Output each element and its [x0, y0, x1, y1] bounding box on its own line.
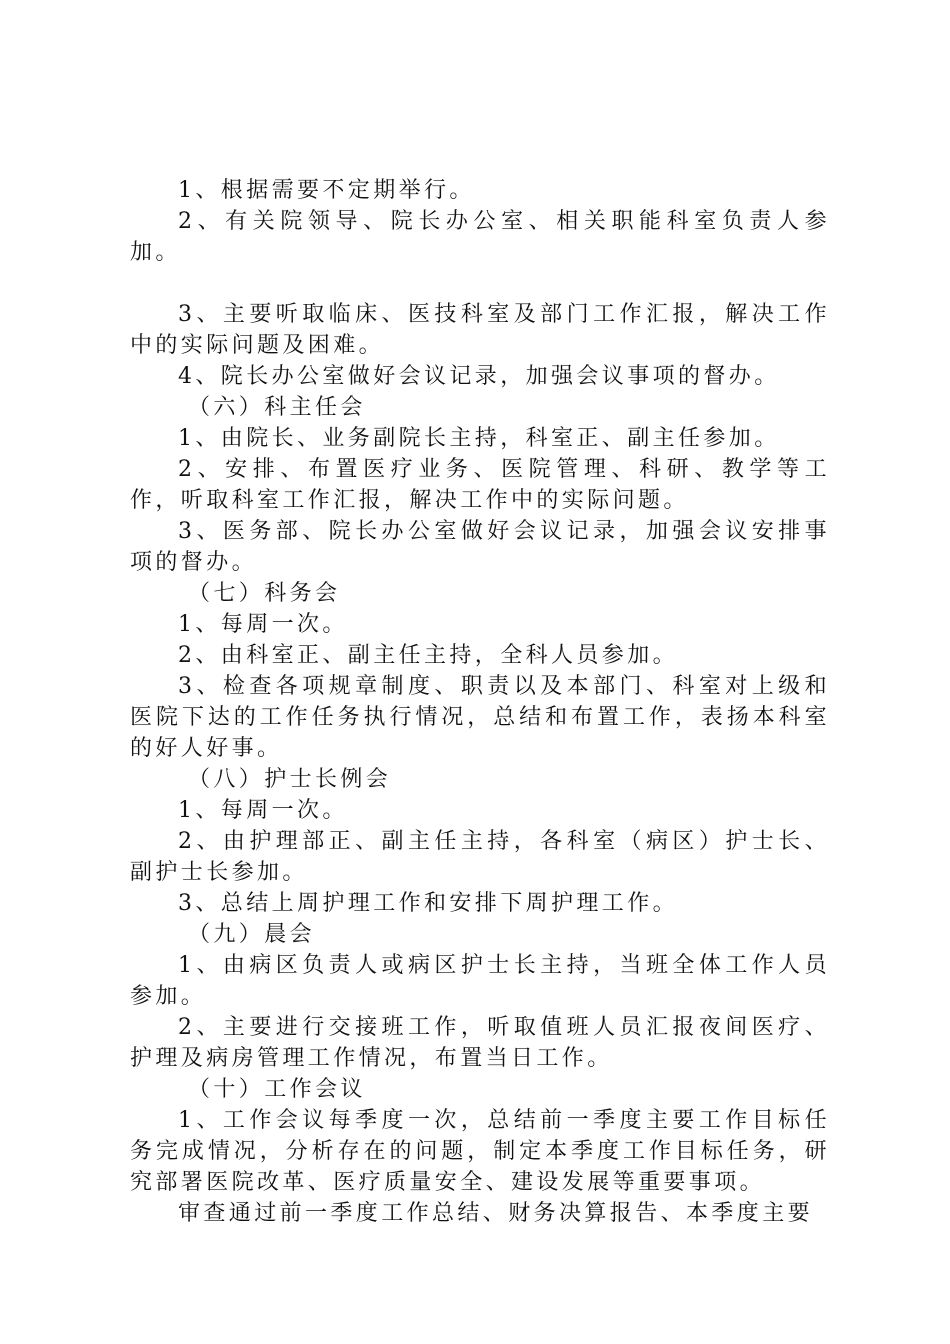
section-heading: （十）工作会议 — [188, 1077, 366, 1102]
paragraph: 2、主要进行交接班工作，听取值班人员汇报夜间医疗、护理及病房管理工作情况，布置当日工作。 — [130, 1015, 830, 1071]
section-heading: （六）科主任会 — [188, 395, 366, 420]
paragraph: 2、有关院领导、院长办公室、相关职能科室负责人参加。 — [130, 209, 830, 265]
paragraph: 1、由院长、业务副院长主持，科室正、副主任参加。 — [178, 426, 780, 451]
paragraph: 3、总结上周护理工作和安排下周护理工作。 — [178, 891, 678, 916]
paragraph: 审查通过前一季度工作总结、财务决算报告、本季度主要 — [178, 1201, 814, 1226]
section-heading: （九）晨会 — [188, 922, 316, 947]
paragraph: 4、院长办公室做好会议记录，加强会议事项的督办。 — [178, 364, 780, 389]
document-body — [130, 175, 830, 1229]
paragraph: 1、工作会议每季度一次，总结前一季度主要工作目标任务完成情况，分析存在的问题，制定本季度工作目标任务，研究部署医院改革、医疗质量安全、建设发展等重要事项。 — [130, 1108, 830, 1195]
paragraph: 1、每周一次。 — [178, 798, 348, 823]
paragraph: 1、由病区负责人或病区护士长主持，当班全体工作人员参加。 — [130, 953, 830, 1009]
paragraph: 2、安排、布置医疗业务、医院管理、科研、教学等工作，听取科室工作汇报，解决工作中的实际问题。 — [130, 457, 830, 513]
paragraph: 3、主要听取临床、医技科室及部门工作汇报，解决工作中的实际问题及困难。 — [130, 302, 830, 358]
paragraph: 1、每周一次。 — [178, 612, 348, 637]
paragraph: 2、由科室正、副主任主持，全科人员参加。 — [178, 643, 678, 668]
section-heading: （八）护士长例会 — [188, 767, 392, 792]
paragraph: 3、检查各项规章制度、职责以及本部门、科室对上级和医院下达的工作任务执行情况，总结和布置工作，表扬本科室的好人好事。 — [130, 674, 830, 761]
paragraph: 1、根据需要不定期举行。 — [178, 178, 475, 203]
paragraph: 2、由护理部正、副主任主持，各科室（病区）护士长、副护士长参加。 — [130, 829, 830, 885]
section-heading: （七）科务会 — [188, 581, 341, 606]
paragraph: 3、医务部、院长办公室做好会议记录，加强会议安排事项的督办。 — [130, 519, 830, 575]
